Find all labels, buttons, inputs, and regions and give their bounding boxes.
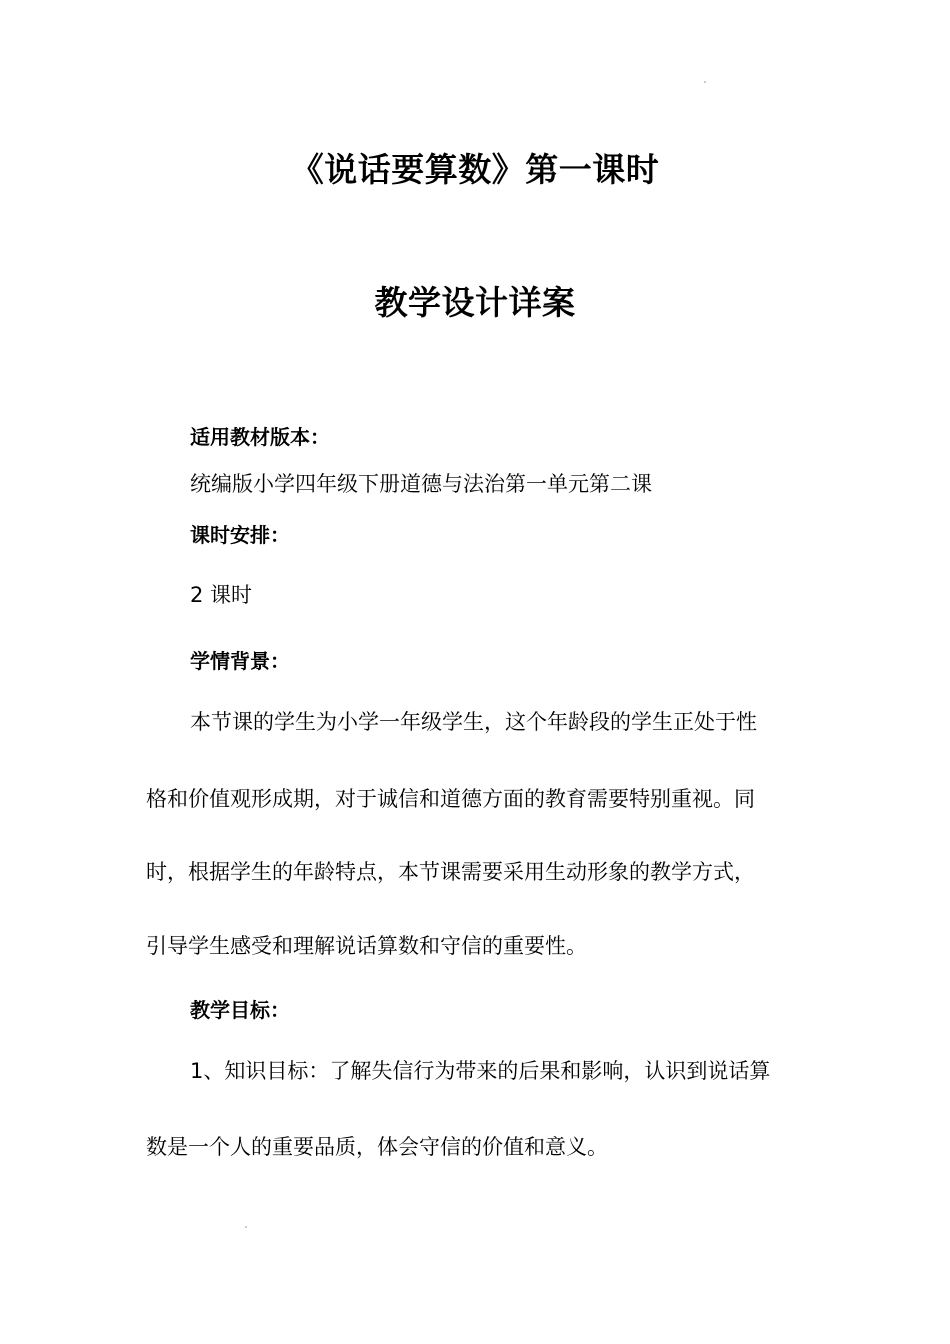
- background-line: 引导学生感受和理解说话算数和守信的重要性。: [146, 934, 587, 958]
- goal-line: 数是一个人的重要品质，体会守信的价值和意义。: [146, 1135, 608, 1159]
- edition-text: 统编版小学四年级下册道德与法治第一单元第二课: [190, 472, 652, 496]
- schedule-text: 2 课时: [190, 583, 253, 607]
- background-heading: 学情背景：: [190, 649, 290, 673]
- background-line: 格和价值观形成期，对于诚信和道德方面的教育需要特别重视。同: [146, 787, 755, 811]
- footer-mark: [245, 1226, 247, 1228]
- corner-mark: [704, 81, 706, 83]
- background-line: 本节课的学生为小学一年级学生，这个年龄段的学生正处于性: [190, 710, 757, 734]
- goal-line: 1、知识目标：了解失信行为带来的后果和影响，认识到说话算: [190, 1059, 771, 1083]
- edition-heading: 适用教材版本：: [190, 425, 330, 449]
- document-title-line1: 《说话要算数》第一课时: [290, 150, 660, 189]
- goals-heading: 教学目标：: [190, 998, 290, 1022]
- background-line: 时，根据学生的年龄特点，本节课需要采用生动形象的教学方式，: [146, 860, 755, 884]
- schedule-heading: 课时安排：: [190, 523, 290, 547]
- document-title-line2: 教学设计详案: [374, 283, 576, 322]
